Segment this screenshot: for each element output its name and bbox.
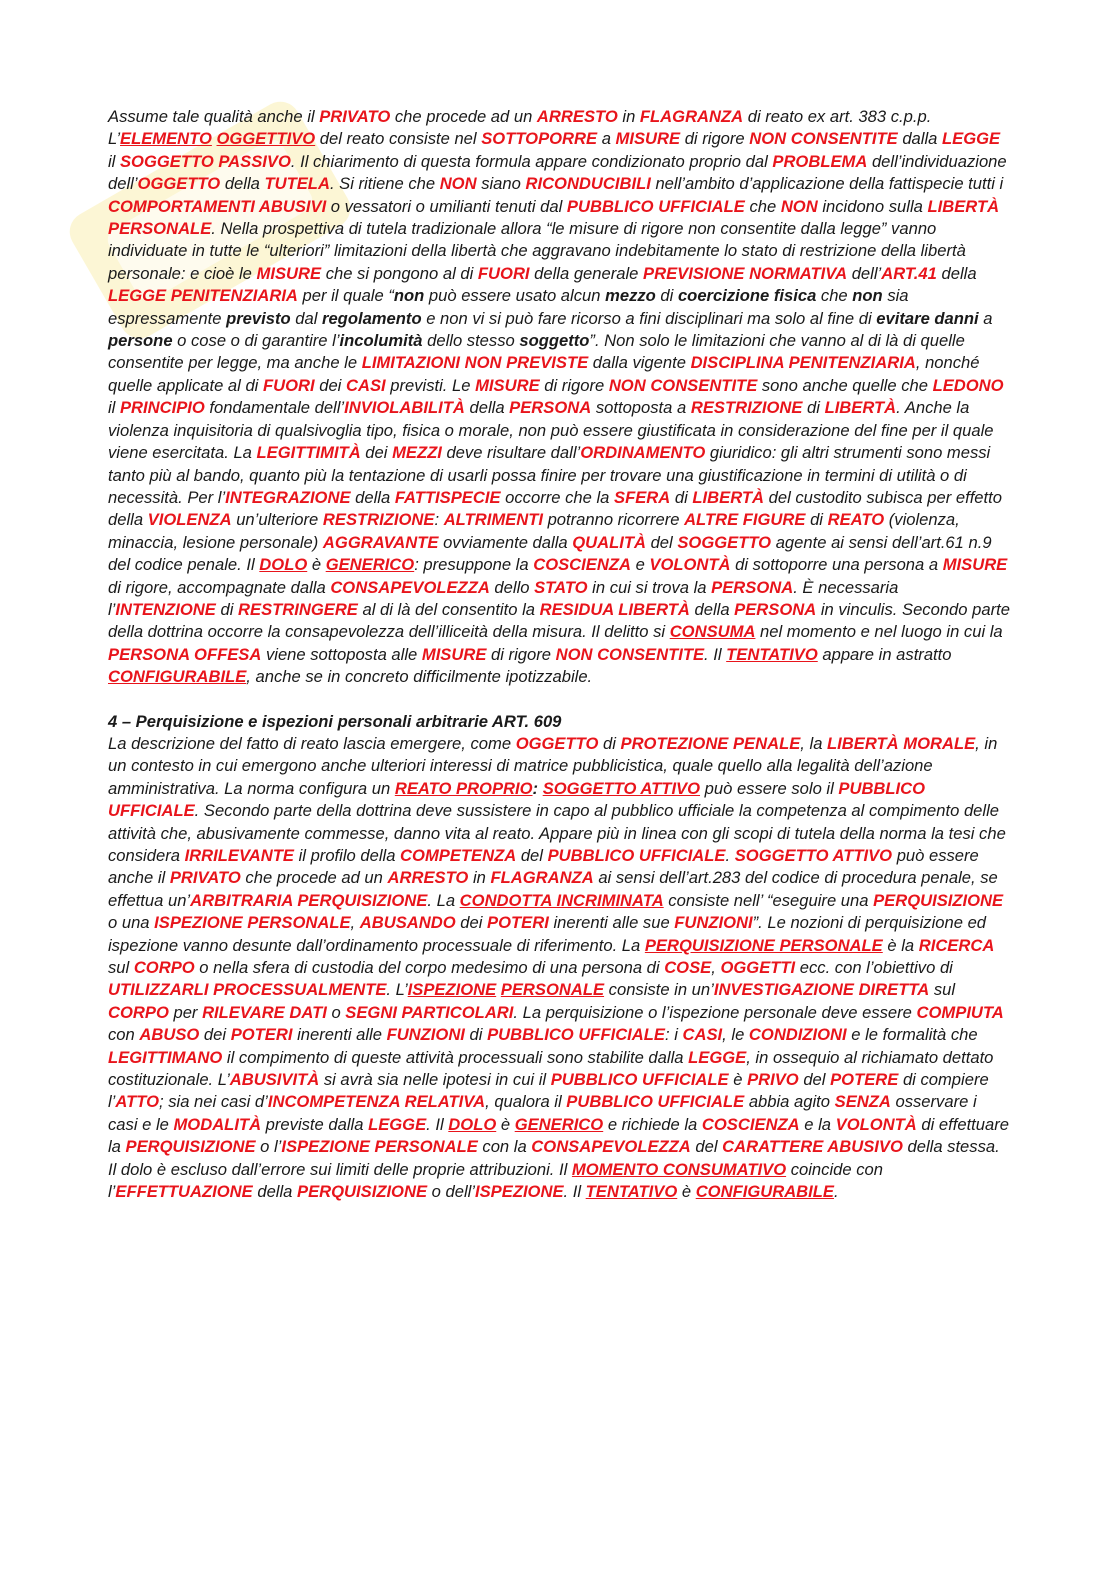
text-run: con la: [477, 1137, 532, 1157]
highlighted-term: PERSONA: [509, 398, 592, 418]
highlighted-term: PERSONA: [734, 599, 817, 619]
text-run: della: [220, 174, 265, 194]
text-run: del: [516, 846, 548, 865]
text-run: inerenti alle sue: [548, 913, 675, 933]
text-run: o una: [108, 913, 155, 933]
text-run: . Il: [563, 1182, 586, 1202]
highlighted-term: COSCIENZA: [701, 1114, 800, 1134]
highlighted-term: ISPEZIONE PERSONALE: [281, 1137, 478, 1157]
highlighted-term: MOMENTO CONSUMATIVO: [571, 1159, 787, 1179]
text-run: . La perquisizione o l’ispezione personale deve essere: [513, 1002, 917, 1022]
text-run: dello: [489, 577, 535, 597]
text-run: al di là del consentito la: [357, 599, 540, 619]
highlighted-term: LIBERTÀ MORALE: [827, 733, 976, 753]
highlighted-term: COSCIENZA: [533, 555, 631, 575]
highlighted-term: ARRESTO: [387, 868, 469, 888]
text-run: nell’ambito d’applicazione della fattispecie tutti i: [650, 174, 1004, 194]
text-run: in cui si trova la: [587, 577, 712, 597]
text-run: del reato consiste nel: [315, 129, 482, 149]
text-run: a: [597, 129, 616, 149]
bold-term: soggetto: [519, 331, 590, 351]
text-run: in vinculis. Secondo parte della dottrina occorre la consapevolezza dell’illiceità della misura. Il delitto si: [108, 599, 1010, 642]
text-run: della generale: [529, 263, 644, 283]
highlighted-term: OGGETTIVO: [216, 129, 316, 149]
text-run: e non vi si può fare ricorso a fini disciplinari ma solo al fine di: [421, 308, 877, 328]
text-run: .: [725, 846, 735, 865]
text-run: previsti. Le: [385, 375, 476, 395]
text-run: della: [936, 263, 977, 283]
text-run: sul: [929, 980, 956, 1000]
highlighted-term: OGGETTO: [515, 733, 599, 753]
text-run: il compimento di queste attività processuali sono stabilite dalla: [222, 1047, 689, 1067]
highlighted-term: LEGITTIMITÀ: [256, 443, 361, 463]
paragraph-misure-rigore: [108, 106, 1010, 689]
highlighted-term: STATO: [534, 577, 588, 597]
highlighted-term: PERSONA OFFESA: [108, 644, 262, 664]
highlighted-term: FLAGRANZA: [490, 868, 594, 888]
highlighted-term: PRINCIPIO: [119, 398, 205, 418]
text-run: dei: [455, 913, 488, 933]
text-run: o cose o di garantire l’: [172, 331, 340, 351]
highlighted-term: MISURE: [942, 555, 1008, 575]
text-run: . Il: [704, 644, 727, 664]
text-run: , anche se in concreto difficilmente ipotizzabile.: [246, 667, 593, 687]
text-run: è: [307, 555, 326, 575]
highlighted-term: PREVISIONE NORMATIVA: [643, 263, 848, 283]
highlighted-term: PERSONALE: [500, 980, 605, 1000]
highlighted-term: POTERE: [830, 1070, 899, 1090]
text-run: può essere anche il: [108, 846, 979, 888]
text-run: . Nella prospettiva di tutela tradizionale allora “le misure di rigore non consentite dalla legge” vanno individuate in tutte le “ulteriori” limitazioni della libertà che aggravano indebitamente lo stato di restrizione della libertà personale: e cioè le: [108, 219, 966, 283]
highlighted-term: COMPETENZA: [400, 846, 517, 865]
text-run: giuridico: gli altri strumenti sono messi tanto più al bando, quanto più la tentazione di usarli possa finire per trovare una giustificazione in termini di utilità o di necessità. Per l’: [108, 443, 991, 507]
highlighted-term: GENERICO: [325, 555, 415, 575]
highlighted-term: ELEMENTO: [120, 129, 212, 149]
text-run: di rigore: [539, 375, 609, 395]
highlighted-term: DOLO: [259, 555, 308, 575]
bold-term: non: [393, 286, 425, 306]
text-run: che procede ad un: [390, 107, 537, 126]
highlighted-term: NON CONSENTITE: [555, 644, 705, 664]
highlighted-term: MEZZI: [392, 443, 442, 463]
text-run: di: [670, 487, 693, 507]
text-run: che: [816, 286, 853, 306]
text-run: . L’: [386, 980, 408, 1000]
text-run: . Anche la violenza inquisitoria di qualsivoglia tipo, fisica o morale, non può essere giustificata in considerazione del fine per il quale viene esercitata. La: [108, 398, 994, 463]
highlighted-term: SOGGETTO: [677, 532, 772, 552]
highlighted-term: LIBERTÀ PERSONALE: [108, 196, 1000, 239]
text-run: (violenza, minaccia, lesione personale): [108, 510, 960, 552]
section-heading-art-609: 4 – Perquisizione e ispezioni personali arbitrarie ART. 609: [108, 711, 562, 731]
bold-term: mezzo: [605, 286, 656, 306]
highlighted-term: CONSUMA: [669, 622, 756, 642]
text-run: , in un contesto in cui emergono anche ulteriori interessi di matrice pubblicistica, quale quello alla legalità dell’azione amministrativa. La norma configura un: [108, 733, 998, 798]
text-run: può essere usato alcun: [424, 286, 606, 306]
highlighted-term: CASI: [682, 1025, 723, 1045]
highlighted-term: COMPORTAMENTI ABUSIVI: [108, 196, 327, 216]
text-run: si avrà sia nelle ipotesi in cui il: [319, 1070, 551, 1090]
text-run: di compiere l’: [108, 1070, 989, 1112]
highlighted-term: POTERI: [230, 1025, 293, 1045]
bold-term: :: [532, 778, 539, 798]
text-run: dell’individuazione dell’: [108, 151, 1007, 194]
bold-term: previsto: [226, 308, 291, 328]
text-run: della: [689, 599, 735, 619]
highlighted-term: MODALITÀ: [173, 1114, 262, 1134]
highlighted-term: RESTRIZIONE: [690, 398, 803, 418]
highlighted-term: RESTRINGERE: [238, 599, 358, 619]
text-run: in: [617, 107, 640, 126]
highlighted-term: TENTATIVO: [726, 644, 818, 664]
highlighted-term: SOGGETTO ATTIVO: [734, 846, 893, 865]
text-run: è: [677, 1182, 696, 1202]
highlighted-term: NON CONSENTITE: [608, 375, 758, 395]
bold-term: regolamento: [322, 308, 422, 328]
highlighted-term: EFFETTUAZIONE: [115, 1182, 253, 1202]
text-run: . Il chiarimento di questa formula appare condizionato proprio dal: [290, 151, 773, 171]
text-run: di rigore, accompagnate dalla: [108, 577, 331, 597]
highlighted-term: ARRESTO: [536, 107, 618, 126]
text-run: sottoposta a: [591, 398, 691, 418]
text-run: di: [464, 1025, 488, 1045]
highlighted-term: LEGGE: [941, 129, 1001, 149]
bold-term: coercizione fisica: [677, 286, 817, 306]
text-run: della stessa. Il dolo è escluso dall’errore sui limiti delle proprie attribuzioni. Il: [108, 1137, 1000, 1179]
text-run: di effettuare la: [108, 1114, 1009, 1157]
text-run: della: [464, 398, 510, 418]
text-run: di sottoporre una persona a: [730, 555, 943, 575]
text-run: dalla: [897, 129, 942, 149]
text-run: o: [326, 1002, 346, 1022]
highlighted-term: RICONDUCIBILI: [525, 174, 651, 194]
text-run: . Si ritiene che: [329, 174, 440, 194]
bold-term: incolumità: [339, 331, 423, 351]
text-run: o l’: [255, 1137, 282, 1157]
text-run: in: [468, 868, 491, 888]
text-run: o dell’: [427, 1182, 475, 1202]
highlighted-term: RESTRIZIONE: [322, 510, 435, 530]
highlighted-term: INTEGRAZIONE: [225, 487, 351, 507]
bold-term: persone: [108, 331, 173, 351]
highlighted-term: ART.41: [881, 263, 937, 283]
text-run: Assume tale qualità anche il: [108, 107, 320, 126]
highlighted-term: SFERA: [614, 487, 671, 507]
highlighted-term: PUBBLICO UFFICIALE: [566, 1092, 745, 1112]
highlighted-term: INVESTIGAZIONE DIRETTA: [713, 980, 930, 1000]
text-run: nel momento e nel luogo in cui la: [755, 622, 1003, 642]
text-run: di rigore: [680, 129, 750, 149]
highlighted-term: CASI: [345, 375, 386, 395]
text-run: consiste nell’ “eseguire una: [663, 890, 874, 910]
text-run: è: [728, 1070, 748, 1090]
highlighted-term: PERQUISIZIONE: [873, 890, 1004, 910]
text-run: abbia agito: [744, 1092, 835, 1112]
paragraph-perquisizione: [108, 733, 1010, 1204]
highlighted-term: FUNZIONI: [674, 913, 753, 933]
highlighted-term: PROTEZIONE PENALE: [620, 733, 801, 753]
text-run: o vessatori o umilianti tenuti dal: [326, 196, 567, 216]
text-run: e la: [799, 1114, 836, 1134]
highlighted-term: LEGGE PENITENZIARIA: [108, 286, 298, 306]
text-run: e richiede la: [603, 1114, 702, 1134]
highlighted-term: INCOMPETENZA RELATIVA: [267, 1092, 486, 1112]
text-run: osservare i casi e le: [108, 1092, 977, 1134]
highlighted-term: CONDIZIONI: [748, 1025, 847, 1045]
text-run: ai sensi dell’art.283 del codice di procedura penale, se effettua un’: [108, 868, 998, 910]
text-run: agente ai sensi dell’art.61 n.9 del codice penale. Il: [108, 532, 992, 575]
text-run: ovviamente dalla: [438, 532, 573, 552]
text-run: che: [744, 196, 781, 216]
highlighted-term: VIOLENZA: [147, 510, 232, 530]
highlighted-term: TENTATIVO: [585, 1182, 678, 1202]
highlighted-term: PUBBLICO UFFICIALE: [108, 778, 926, 821]
highlighted-term: CORPO: [133, 958, 195, 978]
highlighted-term: CARATTERE ABUSIVO: [722, 1137, 903, 1157]
highlighted-term: INVIOLABILITÀ: [344, 398, 465, 418]
highlighted-term: LEGITTIMANO: [108, 1047, 223, 1067]
text-run: dal: [290, 308, 322, 328]
highlighted-term: DISCIPLINA PENITENZIARIA: [690, 353, 916, 373]
text-run: ”. Le nozioni di perquisizione ed ispezione vanno desunte dall’ordinamento processuale di riferimento. La: [108, 913, 987, 955]
text-run: sul: [108, 958, 134, 978]
highlighted-term: CONSAPEVOLEZZA: [531, 1137, 691, 1157]
text-run: :: [434, 510, 444, 530]
highlighted-term: FLAGRANZA: [639, 107, 744, 126]
highlighted-term: PERQUISIZIONE PERSONALE: [644, 935, 883, 955]
highlighted-term: LIBERTÀ: [824, 398, 897, 418]
highlighted-term: PUBBLICO UFFICIALE: [487, 1025, 665, 1045]
text-run: del custodito subisca per effetto della: [108, 487, 1002, 530]
text-run: di: [805, 510, 828, 530]
text-run: dei: [360, 443, 393, 463]
highlighted-term: PERQUISIZIONE: [297, 1182, 428, 1202]
highlighted-term: COMPIUTA: [916, 1002, 1004, 1022]
highlighted-term: FUORI: [262, 375, 315, 395]
highlighted-term: SENZA: [834, 1092, 891, 1112]
highlighted-term: PRIVATO: [169, 868, 241, 888]
highlighted-term: TUTELA: [264, 174, 330, 194]
text-run: , qualora il: [485, 1092, 567, 1112]
text-run: viene sottoposta alle: [261, 644, 422, 664]
highlighted-term: LIMITAZIONI NON PREVISTE: [361, 353, 589, 373]
highlighted-term: AGGRAVANTE: [322, 532, 439, 552]
text-run: consiste in un’: [604, 980, 714, 1000]
bold-term: evitare danni: [876, 308, 979, 328]
highlighted-term: MISURE: [421, 644, 487, 664]
highlighted-term: LEDONO: [932, 375, 1004, 395]
text-run: il profilo della: [293, 846, 401, 865]
highlighted-term: FUNZIONI: [386, 1025, 465, 1045]
highlighted-term: CONFIGURABILE: [695, 1182, 834, 1202]
text-run: il: [108, 151, 120, 171]
text-run: ,: [350, 913, 360, 933]
highlighted-term: SOGGETTO PASSIVO: [119, 151, 291, 171]
text-run: dell’: [847, 263, 882, 283]
text-run: sono anche quelle che: [757, 375, 933, 395]
text-run: ”. Non solo le limitazioni che vanno al di là di quelle consentite per legge, ma anche le: [108, 331, 965, 373]
highlighted-term: UTILIZZARLI PROCESSUALMENTE: [108, 980, 387, 1000]
highlighted-term: VOLONTÀ: [835, 1114, 917, 1134]
text-run: di: [802, 398, 825, 418]
highlighted-term: PUBBLICO UFFICIALE: [550, 1070, 729, 1090]
highlighted-term: LIBERTÀ: [692, 487, 764, 507]
text-run: siano: [476, 174, 526, 194]
text-run: della: [350, 487, 395, 507]
highlighted-term: PRIVO: [747, 1070, 799, 1090]
text-run: è: [496, 1114, 515, 1134]
highlighted-term: ARBITRARIA PERQUISIZIONE: [190, 890, 428, 910]
text-run: dei: [314, 375, 346, 395]
text-run: coincide con l’: [108, 1159, 883, 1202]
text-run: di: [215, 599, 239, 619]
text-run: che si pongono al di: [321, 263, 478, 283]
highlighted-term: PROBLEMA: [772, 151, 868, 171]
bold-term: non: [852, 286, 883, 306]
text-run: : presuppone la: [414, 555, 534, 575]
highlighted-term: RILEVARE DATI: [202, 1002, 327, 1022]
highlighted-term: SEGNI PARTICOLARI: [345, 1002, 514, 1022]
text-run: un’ulteriore: [231, 510, 323, 530]
text-run: per il quale “: [297, 286, 394, 306]
highlighted-term: COSE: [664, 958, 712, 978]
highlighted-term: ISPEZIONE: [407, 980, 497, 1000]
highlighted-term: ABUSO: [139, 1025, 200, 1045]
highlighted-term: SOTTOPORRE: [481, 129, 598, 149]
text-run: è la: [882, 935, 919, 955]
highlighted-term: NON: [439, 174, 477, 194]
text-run: dalla vigente: [588, 353, 691, 373]
text-run: dello stesso: [422, 331, 520, 351]
highlighted-term: REATO PROPRIO: [394, 778, 533, 798]
highlighted-term: PERQUISIZIONE: [125, 1137, 256, 1157]
highlighted-term: CONSAPEVOLEZZA: [330, 577, 490, 597]
text-run: per: [168, 1002, 203, 1022]
text-run: . Secondo parte della dottrina deve sussistere in capo al pubblico ufficiale la competenza al compimento delle attività che, abusivamente commesse, danno vita al reato. Appare più in linea con gli scopi di tutela della norma la tesi che considera: [108, 801, 1006, 865]
text-run: , le: [722, 1025, 749, 1045]
highlighted-term: SOGGETTO ATTIVO: [542, 778, 701, 798]
highlighted-term: REATO: [827, 510, 885, 530]
text-run: a: [978, 308, 993, 328]
text-run: deve risultare dall’: [441, 443, 581, 463]
text-run: che procede ad un: [240, 868, 388, 888]
text-run: o nella sfera di custodia del corpo medesimo di una persona di: [194, 958, 665, 978]
text-run: .: [833, 1182, 839, 1202]
highlighted-term: ISPEZIONE: [475, 1182, 564, 1202]
highlighted-term: NON: [780, 196, 818, 216]
highlighted-term: ATTO: [115, 1092, 160, 1112]
highlighted-term: MISURE: [615, 129, 681, 149]
text-run: ,: [711, 958, 721, 978]
text-run: , in ossequio al richiamato dettato costituzionale. L’: [108, 1047, 994, 1090]
highlighted-term: ORDINAMENTO: [580, 443, 706, 463]
highlighted-term: ALTRIMENTI: [443, 510, 543, 530]
document-body: [108, 106, 1010, 1204]
highlighted-term: DOLO: [448, 1114, 497, 1134]
text-run: e le formalità che: [846, 1025, 978, 1045]
highlighted-term: PERSONA: [711, 577, 794, 597]
text-run: ecc. con l’obiettivo di: [795, 958, 953, 978]
highlighted-term: FATTISPECIE: [394, 487, 501, 507]
text-run: . È necessaria l’: [108, 577, 899, 619]
highlighted-term: ALTRE FIGURE: [684, 510, 806, 530]
text-run: sia espressamente: [108, 286, 909, 328]
text-run: con: [108, 1025, 140, 1045]
highlighted-term: INTENZIONE: [115, 599, 216, 619]
text-run: ; sia nei casi d’: [159, 1092, 268, 1112]
text-run: potranno ricorrere: [542, 510, 685, 530]
text-run: , la: [800, 733, 828, 753]
text-run: previste dalla: [261, 1114, 369, 1134]
highlighted-term: PRIVATO: [319, 107, 391, 126]
text-run: del: [645, 532, 678, 552]
text-run: , nonché quelle applicate al di: [108, 353, 980, 395]
highlighted-term: VOLONTÀ: [649, 555, 731, 575]
text-run: . La: [427, 890, 460, 910]
text-run: : i: [664, 1025, 683, 1045]
highlighted-term: ISPEZIONE PERSONALE: [154, 913, 351, 933]
text-run: del: [798, 1070, 831, 1090]
highlighted-term: PUBBLICO UFFICIALE: [566, 196, 745, 216]
highlighted-term: OGGETTI: [720, 958, 796, 978]
text-run: del: [690, 1137, 723, 1157]
text-run: . Il: [426, 1114, 449, 1134]
text-run: può essere solo il: [700, 778, 839, 798]
highlighted-term: CORPO: [108, 1002, 169, 1022]
highlighted-term: PUBBLICO UFFICIALE: [547, 846, 726, 865]
text-run: La descrizione del fatto di reato lascia emergere, come: [108, 733, 516, 753]
highlighted-term: MISURE: [475, 375, 540, 395]
highlighted-term: RICERCA: [918, 935, 995, 955]
text-run: appare in astratto: [817, 644, 952, 664]
text-run: fondamentale dell’: [204, 398, 345, 418]
text-run: inerenti alle: [292, 1025, 387, 1045]
text-run: della: [252, 1182, 298, 1202]
highlighted-term: FUORI: [477, 263, 530, 283]
highlighted-term: MISURE: [256, 263, 322, 283]
text-run: incidono sulla: [817, 196, 928, 216]
highlighted-term: GENERICO: [514, 1114, 604, 1134]
text-run: occorre che la: [500, 487, 614, 507]
highlighted-term: OGGETTO: [137, 174, 221, 194]
highlighted-term: CONDOTTA INCRIMINATA: [459, 890, 664, 910]
text-run: di: [655, 286, 678, 306]
text-run: di: [598, 733, 621, 753]
highlighted-term: CONFIGURABILE: [108, 667, 247, 687]
text-run: dei: [199, 1025, 231, 1045]
text-run: di rigore: [486, 644, 556, 664]
text-run: il: [108, 398, 120, 418]
text-run: di reato ex art. 383 c.p.p. L’: [108, 107, 932, 149]
highlighted-term: LEGGE: [688, 1047, 747, 1067]
highlighted-term: IRRILEVANTE: [184, 846, 294, 865]
highlighted-term: LEGGE: [368, 1114, 427, 1134]
highlighted-term: POTERI: [487, 913, 549, 933]
highlighted-term: NON CONSENTITE: [749, 129, 898, 149]
highlighted-term: ABUSIVITÀ: [229, 1070, 320, 1090]
highlighted-term: RESIDUA LIBERTÀ: [539, 599, 690, 619]
text-run: e: [630, 555, 650, 575]
highlighted-term: ABUSANDO: [359, 913, 456, 933]
highlighted-term: QUALITÀ: [572, 532, 646, 552]
